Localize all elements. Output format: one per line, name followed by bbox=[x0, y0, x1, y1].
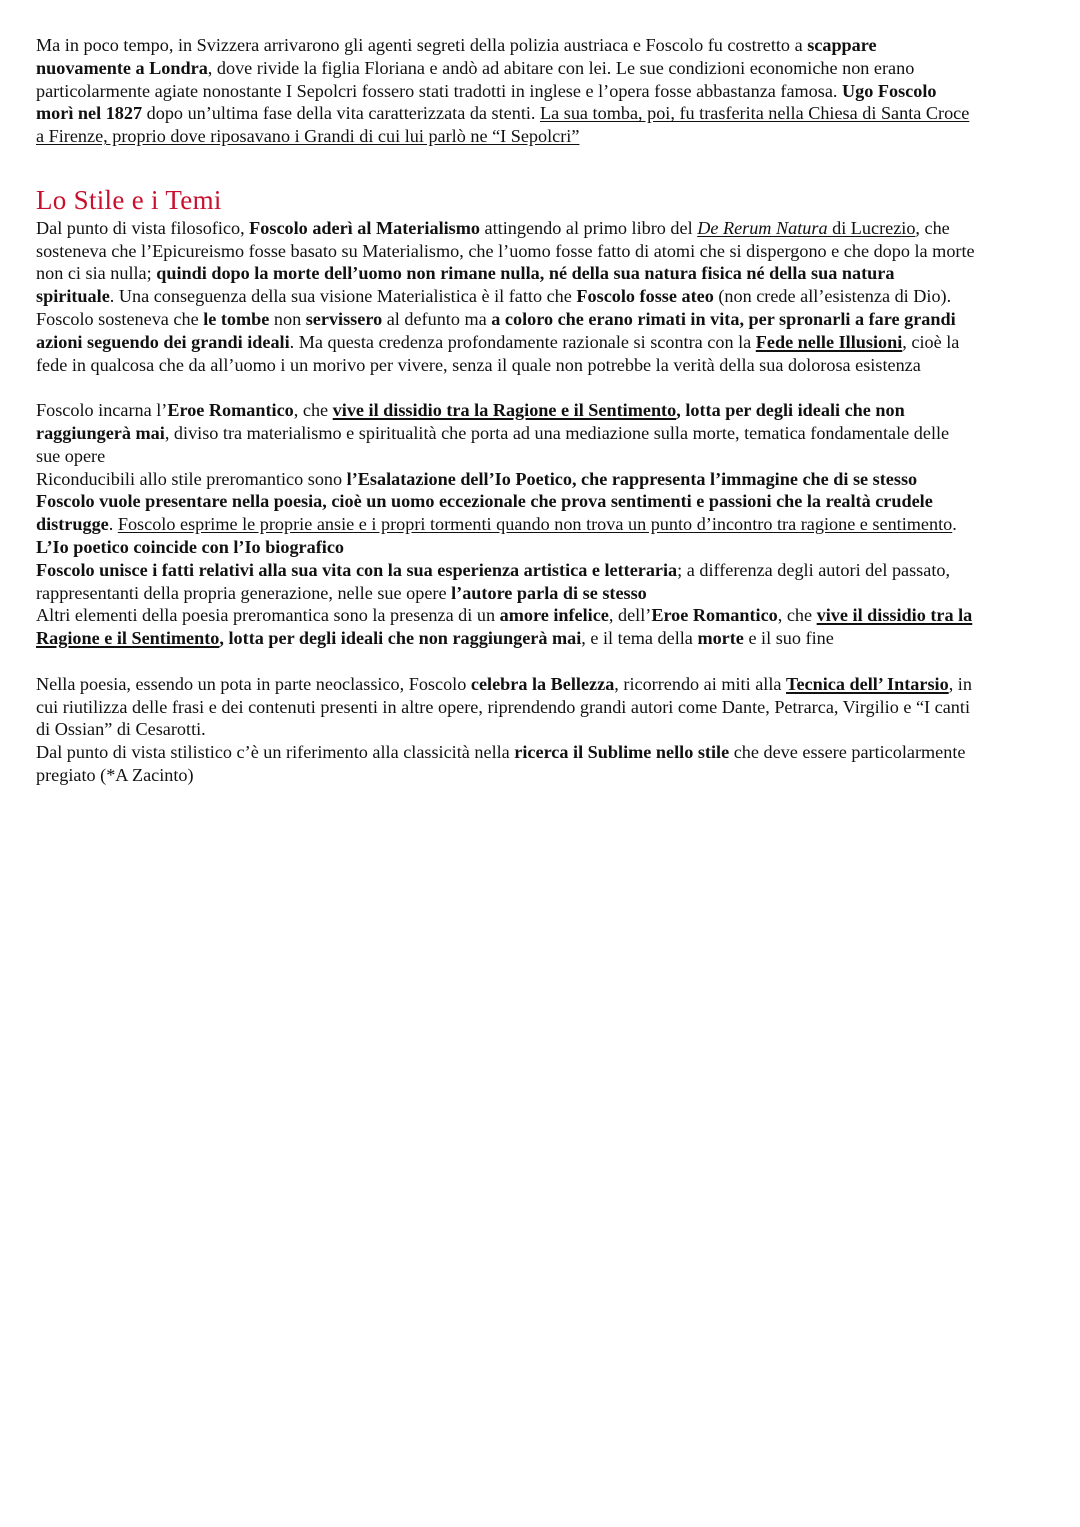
text-run: non bbox=[269, 308, 306, 329]
paragraph-romantic-hero bbox=[36, 399, 976, 467]
text-run: . bbox=[108, 514, 118, 535]
blank-line bbox=[36, 148, 976, 171]
text-run: . Ma questa credenza profondamente razionale si scontra con la bbox=[289, 331, 756, 352]
text-run: , dove rivide la figlia Floriana e andò ad abitare con lei. Le sue condizioni economiche non erano particolarmente agiate nonostante I Sepolcri fossero stati tradotti in inglese e l’opera fosse abbastanza famosa. bbox=[36, 57, 915, 101]
text-run: Ma in poco tempo, in Svizzera arrivarono gli agenti segreti della polizia austriaca e Foscolo fu costretto a bbox=[36, 35, 808, 55]
paragraph-sublime-style bbox=[36, 741, 976, 787]
underlined-text bbox=[697, 218, 915, 238]
bold-text: L’Io poetico coincide con l’Io biografico bbox=[36, 536, 344, 557]
paragraph-neoclassic bbox=[36, 673, 976, 741]
bold-text: servissero bbox=[305, 308, 383, 329]
text-run: Foscolo incarna l’ bbox=[36, 400, 168, 421]
text-run: , diviso tra materialismo e spiritualità che porta ad una mediazione sulla morte, tematica fondamentale delle sue opere bbox=[36, 422, 950, 466]
paragraph-poetic-self bbox=[36, 468, 976, 559]
bold-text: , lotta per degli ideali che non raggiungerà mai bbox=[219, 628, 582, 649]
text-run: , ricorrendo ai miti alla bbox=[614, 673, 787, 694]
bold-text: l’Esalatazione dell’Io Poetico, che rappresenta l’immagine che di se stesso Foscolo vuole presentare nella poesia, cioè un uomo eccezionale che prova sentimenti e passioni che la realtà crudele distrugge bbox=[36, 468, 933, 535]
bold-text: Eroe Romantico bbox=[167, 400, 294, 421]
bold-text: Foscolo aderì al Materialismo bbox=[249, 217, 480, 238]
text-run: che deve essere particolarmente pregiato (*A Zacinto) bbox=[36, 742, 966, 785]
text-run: e il suo fine bbox=[743, 628, 834, 649]
bold-text: celebra la Bellezza bbox=[470, 673, 615, 694]
text-run: . Una conseguenza della sua visione Materialistica è il fatto che bbox=[109, 286, 577, 307]
bold-underlined-text: Tecnica dell’ Intarsio bbox=[786, 673, 949, 694]
blank-line bbox=[36, 376, 976, 399]
text-run: Altri elementi della poesia preromantica sono la presenza di un bbox=[36, 605, 500, 626]
text-run: al defunto ma bbox=[382, 308, 492, 329]
text-run: , cioè la fede in qualcosa che da all’uomo i un morivo per vivere, senza il quale non potrebbe la verità della sua dolorosa esistenza bbox=[36, 331, 960, 375]
paragraph-preromantic-elements bbox=[36, 604, 976, 650]
paragraph-final-years bbox=[36, 34, 976, 148]
bold-underlined-text: vive il dissidio tra la Ragione e il Sentimento bbox=[332, 400, 677, 421]
blank-line bbox=[36, 650, 976, 673]
bold-text: Ugo Foscolo morì nel 1827 bbox=[36, 80, 937, 124]
paragraph-life-and-art bbox=[36, 559, 976, 605]
text-run: Nella poesia, essendo un pota in parte neoclassico, Foscolo bbox=[36, 673, 471, 694]
bold-text: Eroe Romantico bbox=[651, 605, 778, 626]
text-run: , in cui riutilizza delle frasi e dei contenuti presenti in altre opere, riprendendo grandi autori come Dante, Petrarca, Virgilio e “I canti di Ossian” di Cesarotti. bbox=[36, 673, 972, 740]
bold-text: ricerca il Sublime nello stile bbox=[514, 742, 730, 763]
bold-text: amore infelice bbox=[499, 605, 609, 626]
book-title: De Rerum Natura bbox=[697, 217, 828, 238]
bold-text: l’autore parla di se stesso bbox=[451, 582, 647, 603]
text-run: di Lucrezio bbox=[827, 217, 916, 238]
bold-text: a coloro che erano rimati in vita, per spronarli a fare grandi azioni seguendo dei grandi ideali bbox=[36, 308, 956, 352]
bold-text: quindi dopo la morte dell’uomo non rimane nulla, né della sua natura fisica né della sua natura spirituale bbox=[36, 263, 895, 307]
bold-text: morte bbox=[697, 628, 744, 649]
bold-text: le tombe bbox=[203, 308, 270, 329]
text-run: , e il tema della bbox=[581, 628, 698, 649]
underlined-text: La sua tomba, poi, fu trasferita nella Chiesa di Santa Croce a Firenze, proprio dove riposavano i Grandi di cui lui parlò ne “I Sepolcri” bbox=[36, 103, 970, 147]
text-run: , che sosteneva che l’Epicureismo fosse basato su Materialismo, che l’uomo fosse fatto di atomi che si dispergono e che dopo la morte non ci sia nulla; bbox=[36, 217, 975, 284]
text-run: , dell’ bbox=[608, 605, 652, 626]
text-run: Dal punto di vista filosofico, bbox=[36, 217, 250, 238]
bold-text: Foscolo fosse ateo bbox=[576, 286, 714, 307]
bold-text: Foscolo unisce i fatti relativi alla sua vita con la sua esperienza artistica e letteraria bbox=[36, 559, 678, 580]
bold-text: , lotta per degli ideali che non raggiungerà mai bbox=[36, 400, 905, 443]
text-run: attingendo al primo libro del bbox=[480, 217, 698, 238]
underlined-text: Foscolo esprime le proprie ansie e i propri tormenti quando non trova un punto d’incontro tra ragione e sentimento bbox=[117, 514, 953, 535]
text-run: Dal punto di vista stilistico c’è un riferimento alla classicità nella bbox=[36, 742, 515, 763]
bold-underlined-text: Fede nelle Illusioni bbox=[755, 331, 903, 352]
text-run: (non crede all’esistenza di Dio). Foscolo sosteneva che bbox=[36, 286, 952, 329]
paragraph-materialism bbox=[36, 217, 976, 377]
text-run: , che bbox=[293, 400, 333, 421]
text-run: ; a differenza degli autori del passato, rappresentanti della propria generazione, nelle sue opere bbox=[36, 559, 951, 603]
text-run: dopo un’ultima fase della vita caratterizzata da stenti. bbox=[142, 103, 541, 124]
text-run: , che bbox=[777, 605, 817, 626]
text-run: . bbox=[952, 514, 957, 535]
section-heading: Lo Stile e i Temi bbox=[36, 184, 222, 215]
bold-text: scappare nuovamente a Londra bbox=[36, 35, 877, 78]
bold-underlined-text: vive il dissidio tra la Ragione e il Sentimento bbox=[36, 605, 973, 649]
document-body bbox=[36, 34, 976, 787]
text-run: Riconducibili allo stile preromantico sono bbox=[36, 468, 347, 489]
